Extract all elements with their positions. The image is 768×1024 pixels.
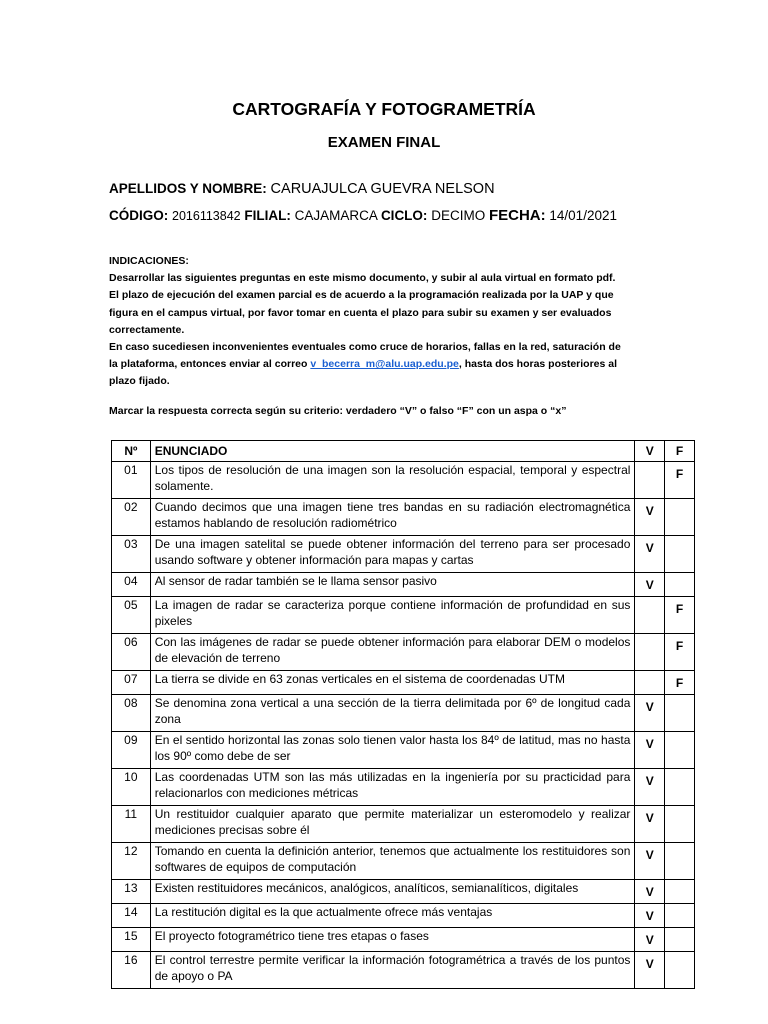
answer-false-cell[interactable]: F [665,462,695,499]
question-number: 08 [112,695,151,732]
table-row [112,880,695,904]
instructions-block [109,253,669,391]
answer-true-cell[interactable]: V [635,769,665,806]
question-statement: El control terrestre permite verificar la información fotogramétrica a través de los puntos de apoyo o PA [150,952,635,989]
question-statement: Un restituidor cualquier aparato que permite materializar un esteromodelo y realizar mediciones precisas sobre él [150,806,635,843]
table-row [112,904,695,928]
header-statement: ENUNCIADO [150,441,635,462]
answer-false-cell[interactable]: F [665,671,695,695]
question-number: 04 [112,573,151,597]
question-number: 15 [112,928,151,952]
document-subtitle: EXAMEN FINAL [327,134,441,151]
table-row [112,499,695,536]
question-number: 06 [112,634,151,671]
instructions-heading: INDICACIONES: [109,255,189,267]
question-statement: Tomando en cuenta la definición anterior, tenemos que actualmente los restituidores son softwares de equipos de computación [150,843,635,880]
answer-false-cell[interactable] [665,573,695,597]
answer-false-cell[interactable] [665,904,695,928]
question-statement: Los tipos de resolución de una imagen son la resolución espacial, temporal y espectral solamente. [150,462,635,499]
instructions-line: plazo fijado. [109,375,170,388]
answer-false-cell[interactable] [665,843,695,880]
name-value: CARUAJULCA GUEVRA NELSON [270,181,495,197]
answer-true-cell[interactable]: V [635,928,665,952]
answer-true-cell[interactable]: V [635,499,665,536]
question-number: 11 [112,806,151,843]
questions-table [111,440,695,989]
header-num: Nº [112,441,151,462]
answer-false-cell[interactable] [665,928,695,952]
table-row [112,634,695,671]
question-number: 01 [112,462,151,499]
marking-note: Marcar la respuesta correcta según su criterio: verdadero “V” o falso “F” con un aspa o “x” [109,405,567,417]
instructions-line: El plazo de ejecución del examen parcial es de acuerdo a la programación realizada por la UAP y que [109,289,614,302]
email-link[interactable]: v_becerra_m@alu.uap.edu.pe [310,358,459,371]
instructions-line: En caso sucediesen inconvenientes eventuales como cruce de horarios, fallas en la red, saturación de [109,341,621,354]
ciclo-label: CICLO: [380,208,428,223]
question-statement: Existen restituidores mecánicos, analógicos, analíticos, semianalíticos, digitales [150,880,635,904]
instructions-line: Desarrollar las siguientes preguntas en este mismo documento, y subir al aula virtual en formato pdf. [109,272,616,285]
question-statement: El proyecto fotogramétrico tiene tres etapas o fases [150,928,635,952]
question-statement: La tierra se divide en 63 zonas verticales en el sistema de coordenadas UTM [150,671,635,695]
answer-false-cell[interactable] [665,880,695,904]
answer-true-cell[interactable] [635,462,665,499]
ciclo-value: DECIMO [431,208,486,223]
table-row [112,462,695,499]
header-f: F [665,441,695,462]
header-v: V [635,441,665,462]
question-number: 14 [112,904,151,928]
fecha-value: 14/01/2021 [549,208,617,223]
table-row [112,769,695,806]
answer-false-cell[interactable] [665,499,695,536]
email-line-before: la plataforma, entonces enviar al correo [109,358,311,371]
answer-false-cell[interactable] [665,732,695,769]
question-statement: La restitución digital es la que actualmente ofrece más ventajas [150,904,635,928]
question-number: 12 [112,843,151,880]
table-row [112,928,695,952]
answer-false-cell[interactable] [665,806,695,843]
answer-false-cell[interactable] [665,695,695,732]
question-statement: En el sentido horizontal las zonas solo tienen valor hasta los 84º de latitud, mas no hasta los 90º como debe de ser [150,732,635,769]
filial-value: CAJAMARCA [294,208,378,223]
table-row [112,843,695,880]
question-number: 09 [112,732,151,769]
answer-false-cell[interactable]: F [665,634,695,671]
table-row [112,952,695,989]
answer-true-cell[interactable]: V [635,695,665,732]
table-row [112,732,695,769]
table-body [112,462,695,989]
answer-true-cell[interactable]: V [635,843,665,880]
question-statement: Al sensor de radar también se le llama sensor pasivo [150,573,635,597]
question-number: 13 [112,880,151,904]
question-statement: Con las imágenes de radar se puede obtener información para elaborar DEM o modelos de elevación de terreno [150,634,635,671]
student-name-line [109,181,495,197]
answer-true-cell[interactable]: V [635,952,665,989]
code-value: 2016113842 [172,209,241,223]
table-header-row [112,441,695,462]
code-label: CÓDIGO: [109,208,169,223]
question-statement: La imagen de radar se caracteriza porque contiene información de profundidad en sus pixeles [150,597,635,634]
email-line-after: , hasta dos horas posteriores al [458,358,618,371]
name-label: APELLIDOS Y NOMBRE: [109,181,267,196]
question-statement: Se denomina zona vertical a una sección de la tierra delimitada por 6º de longitud cada zona [150,695,635,732]
document-title: CARTOGRAFÍA Y FOTOGRAMETRÍA [232,99,536,119]
answer-true-cell[interactable]: V [635,806,665,843]
instructions-email-line [109,356,669,373]
answer-true-cell[interactable] [635,634,665,671]
fecha-label: FECHA: [488,207,546,224]
answer-true-cell[interactable] [635,671,665,695]
table-row [112,536,695,573]
question-statement: Cuando decimos que una imagen tiene tres bandas en su radiación electromagnética estamos hablando de resolución radiométrico [150,499,635,536]
table-row [112,695,695,732]
answer-true-cell[interactable]: V [635,904,665,928]
question-number: 02 [112,499,151,536]
answer-false-cell[interactable] [665,769,695,806]
answer-false-cell[interactable] [665,952,695,989]
question-number: 07 [112,671,151,695]
student-code-line [109,207,617,224]
answer-true-cell[interactable] [635,597,665,634]
instructions-line: correctamente. [109,323,185,336]
answer-false-cell[interactable]: F [665,597,695,634]
answer-true-cell[interactable]: V [635,732,665,769]
answer-true-cell[interactable]: V [635,573,665,597]
answer-true-cell[interactable]: V [635,880,665,904]
question-number: 03 [112,536,151,573]
question-statement: De una imagen satelital se puede obtener información del terreno para ser procesado usando software y obtener información para mapas y cartas [150,536,635,573]
question-number: 10 [112,769,151,806]
question-statement: Las coordenadas UTM son las más utilizadas en la ingeniería por su practicidad para relacionarlos con mediciones métricas [150,769,635,806]
question-number: 05 [112,597,151,634]
table-row [112,806,695,843]
question-number: 16 [112,952,151,989]
filial-label: FILIAL: [244,208,291,223]
answer-true-cell[interactable]: V [635,536,665,573]
answer-false-cell[interactable] [665,536,695,573]
table-row [112,573,695,597]
table-row [112,671,695,695]
table-row [112,597,695,634]
instructions-line: figura en el campus virtual, por favor tomar en cuenta el plazo para subir su examen y ser evaluados [109,306,612,319]
